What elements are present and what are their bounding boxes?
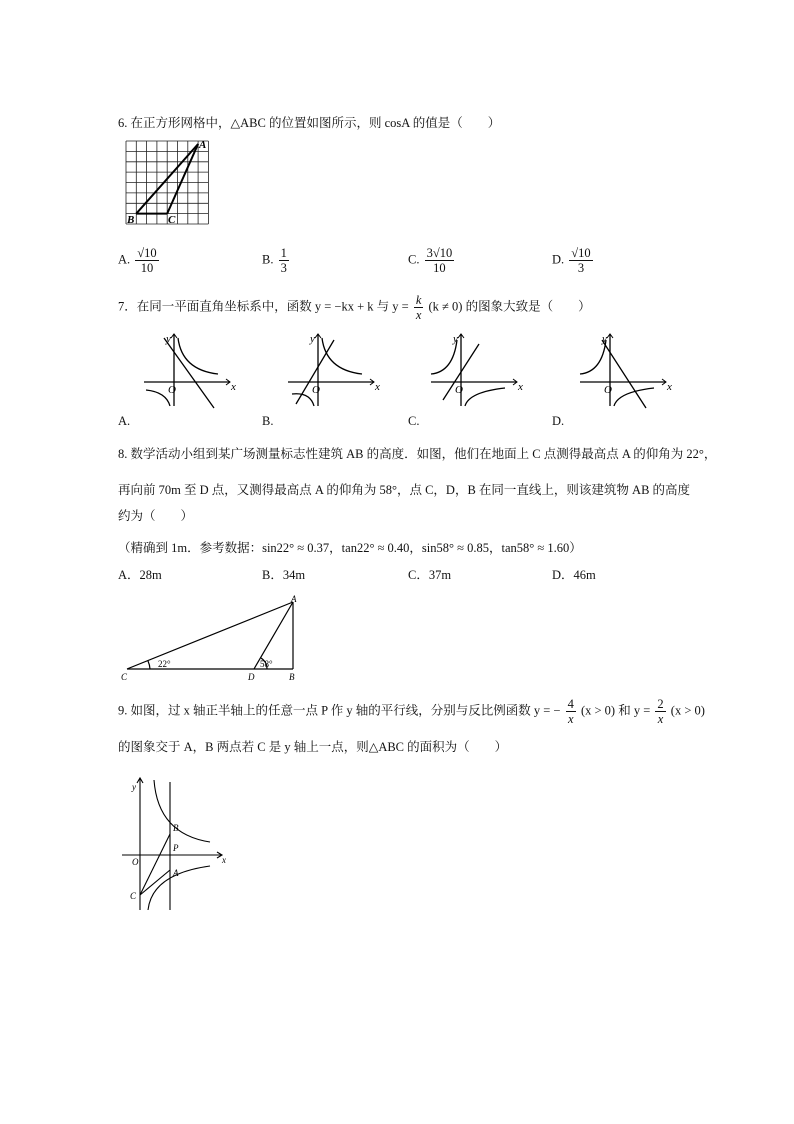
q6-opt-b-fraction: $\frac{1}{3}$	[280, 246, 287, 275]
q9-x-label: x	[222, 855, 226, 865]
q6-option-c[interactable]: C. $\frac{3√10}{10}$	[408, 246, 453, 275]
q9-frac-2-over-x: $\frac{2}{x}$	[657, 697, 664, 726]
q8-line2: 再向前 70m 至 D 点，又测得最高点 A 的仰角为 58°，点 C，D，B 在同一直线上，则该建筑物 AB 的高度	[118, 483, 691, 497]
q8-label-b: B	[289, 672, 295, 682]
q7-k-over-x: $\frac{k}{x}$	[415, 293, 422, 322]
q6-option-a[interactable]: A. $\frac{√10}{10}$	[118, 246, 157, 275]
q6-label-c: C	[168, 214, 176, 226]
q9-y-label: y	[132, 782, 136, 792]
q9-label-b: B	[173, 823, 179, 833]
q6-grid-figure	[118, 136, 218, 228]
q6-opt-d-fraction: $\frac{√10}{3}$	[571, 246, 591, 275]
q7b-y-label: y	[310, 333, 315, 345]
q8-option-c[interactable]: C．37m	[408, 568, 452, 582]
q8-option-b[interactable]: B．34m	[262, 568, 306, 582]
q8-figure	[118, 592, 308, 684]
q9-line1: 9. 如图，过 x 轴正半轴上的任意一点 P 作 y 轴的平行线，分别与反比例函数 y = − $\frac{4}{x}$ (x > 0) 和 y = $\frac{2}{x}$ (x > 0)	[118, 697, 705, 726]
q7c-y-label: y	[453, 333, 458, 345]
q7b-origin: O	[312, 384, 320, 396]
q7-graph-a	[138, 330, 238, 410]
q6-label-a: A	[199, 139, 207, 151]
q8-angle-22: 22°	[158, 659, 171, 669]
q7-graph-c	[425, 330, 525, 410]
q9-label-a: A	[173, 868, 179, 878]
q7-option-c[interactable]: C.	[408, 414, 420, 428]
q7-stem: 7．在同一平面直角坐标系中，函数 y = −kx + k 与 y = $\frac{k}{x}$ (k ≠ 0) 的图象大致是（ ）	[118, 293, 591, 322]
q7b-x-label: x	[375, 381, 380, 393]
q8-option-a[interactable]: A．28m	[118, 568, 162, 582]
q7a-origin: O	[168, 384, 176, 396]
q6-option-d[interactable]: D. $\frac{√10}{3}$	[552, 246, 591, 275]
q6-option-b[interactable]: B. $\frac{1}{3}$	[262, 246, 287, 275]
q7-option-b[interactable]: B.	[262, 414, 274, 428]
q6-label-b: B	[127, 214, 135, 226]
q9-label-c: C	[130, 891, 137, 901]
q7-graph-d	[574, 330, 674, 410]
q7-option-d[interactable]: D.	[552, 414, 565, 428]
q6-stem: 6. 在正方形网格中，△ABC 的位置如图所示，则 cosA 的值是（ ）	[118, 116, 501, 130]
q7c-x-label: x	[518, 381, 523, 393]
q8-label-c: C	[121, 672, 128, 682]
q7c-origin: O	[455, 384, 463, 396]
q8-label-d: D	[248, 672, 255, 682]
q6-opt-c-fraction: $\frac{3√10}{10}$	[426, 246, 453, 275]
q9-line2: 的图象交于 A，B 两点若 C 是 y 轴上一点，则△ABC 的面积为（ ）	[118, 740, 508, 754]
q7a-y-label: y	[166, 333, 171, 345]
q7d-y-label: y	[602, 333, 607, 345]
q8-line4: （精确到 1m．参考数据：sin22° ≈ 0.37，tan22° ≈ 0.40，sin58° ≈ 0.85，tan58° ≈ 1.60）	[118, 541, 582, 555]
q9-frac-4-over-x: $\frac{4}{x}$	[567, 697, 574, 726]
q8-angle-58: 58°	[260, 659, 273, 669]
q9-figure	[118, 770, 238, 920]
q8-line1: 8. 数学活动小组到某广场测量标志性建筑 AB 的高度．如图，他们在地面上 C 点测得最高点 A 的仰角为 22°，	[118, 447, 717, 461]
q7d-x-label: x	[667, 381, 672, 393]
q8-line3: 约为（ ）	[118, 509, 194, 523]
q9-origin-o: O	[132, 857, 139, 867]
q7-option-a[interactable]: A.	[118, 414, 131, 428]
q7a-x-label: x	[231, 381, 236, 393]
q7-graph-b	[282, 330, 382, 410]
q9-label-p: P	[173, 843, 179, 853]
q8-label-a: A	[291, 594, 297, 604]
q6-opt-a-fraction: $\frac{√10}{10}$	[137, 246, 157, 275]
q8-option-d[interactable]: D．46m	[552, 568, 596, 582]
q7d-origin: O	[604, 384, 612, 396]
